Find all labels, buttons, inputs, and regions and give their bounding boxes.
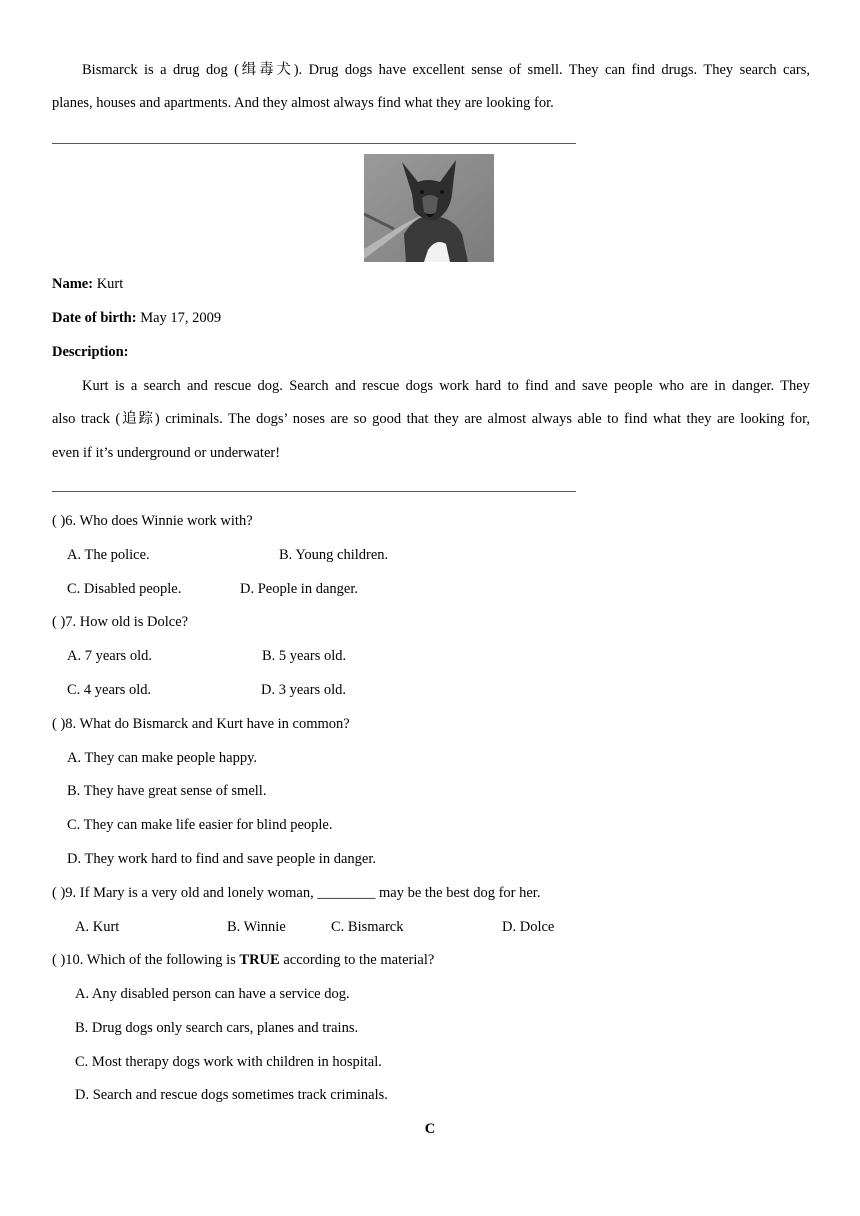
- bismarck-description-line1: Bismarck is a drug dog (缉毒犬). Drug dogs have excellent sense of smell. They can find drugs. They search cars,: [82, 62, 810, 78]
- bismarck-description-line2: planes, houses and apartments. And they almost always find what they are looking for.: [52, 95, 554, 111]
- question-6-option-c: C. Disabled people.: [67, 581, 182, 597]
- divider-line: [52, 491, 576, 492]
- name-label: Name:: [52, 276, 94, 292]
- description-label: Description:: [52, 344, 129, 360]
- question-8-option-b: B. They have great sense of smell.: [67, 783, 267, 799]
- kurt-description-line2: also track (追踪) criminals. The dogs’ noses are so good that they are almost always able to find what they are looking for,: [52, 411, 810, 427]
- kurt-date-of-birth: [52, 308, 221, 328]
- question-8-option-c: C. They can make life easier for blind people.: [67, 817, 333, 833]
- dob-label: Date of birth:: [52, 310, 137, 326]
- divider-line: [52, 143, 576, 144]
- kurt-description-line3: even if it’s underground or underwater!: [52, 445, 281, 461]
- question-10-stem-end: according to the material?: [279, 952, 435, 968]
- question-10-option-c: C. Most therapy dogs work with children in hospital.: [75, 1054, 382, 1070]
- question-10-option-b: B. Drug dogs only search cars, planes and trains.: [75, 1020, 359, 1036]
- section-c-heading: C: [424, 1121, 436, 1137]
- question-8-option-a: A. They can make people happy.: [67, 750, 258, 766]
- question-9-option-c: C. Bismarck: [331, 919, 404, 935]
- question-9-stem: ( )9. If Mary is a very old and lonely woman, ________ may be the best dog for her.: [52, 885, 541, 901]
- question-10-stem-start: ( )10. Which of the following is: [52, 952, 240, 968]
- name-value: Kurt: [93, 276, 124, 292]
- question-7-option-b: B. 5 years old.: [262, 648, 347, 664]
- question-6-option-a: A. The police.: [67, 547, 150, 563]
- kurt-description-label: [52, 342, 129, 362]
- question-9-option-a: A. Kurt: [75, 919, 120, 935]
- question-6-option-d: D. People in danger.: [240, 581, 358, 597]
- question-6-stem: ( )6. Who does Winnie work with?: [52, 513, 253, 529]
- question-10-stem-emphasis: TRUE: [239, 952, 280, 968]
- question-6-option-b: B. Young children.: [279, 547, 389, 563]
- question-8-stem: ( )8. What do Bismarck and Kurt have in common?: [52, 716, 350, 732]
- question-10-stem: [52, 950, 434, 970]
- question-7-option-c: C. 4 years old.: [67, 682, 152, 698]
- question-10-option-d: D. Search and rescue dogs sometimes track criminals.: [75, 1087, 388, 1103]
- question-9-option-b: B. Winnie: [227, 919, 286, 935]
- dob-value: May 17, 2009: [136, 310, 222, 326]
- question-7-option-d: D. 3 years old.: [261, 682, 346, 698]
- kurt-description-line1: Kurt is a search and rescue dog. Search and rescue dogs work hard to find and save people who are in danger. They: [82, 378, 810, 394]
- question-8-option-d: D. They work hard to find and save people in danger.: [67, 851, 376, 867]
- question-7-stem: ( )7. How old is Dolce?: [52, 614, 189, 630]
- question-9-option-d: D. Dolce: [502, 919, 555, 935]
- kurt-name: [52, 274, 123, 294]
- kurt-dog-photo: [364, 154, 494, 262]
- question-10-option-a: A. Any disabled person can have a service dog.: [75, 986, 350, 1002]
- question-7-option-a: A. 7 years old.: [67, 648, 152, 664]
